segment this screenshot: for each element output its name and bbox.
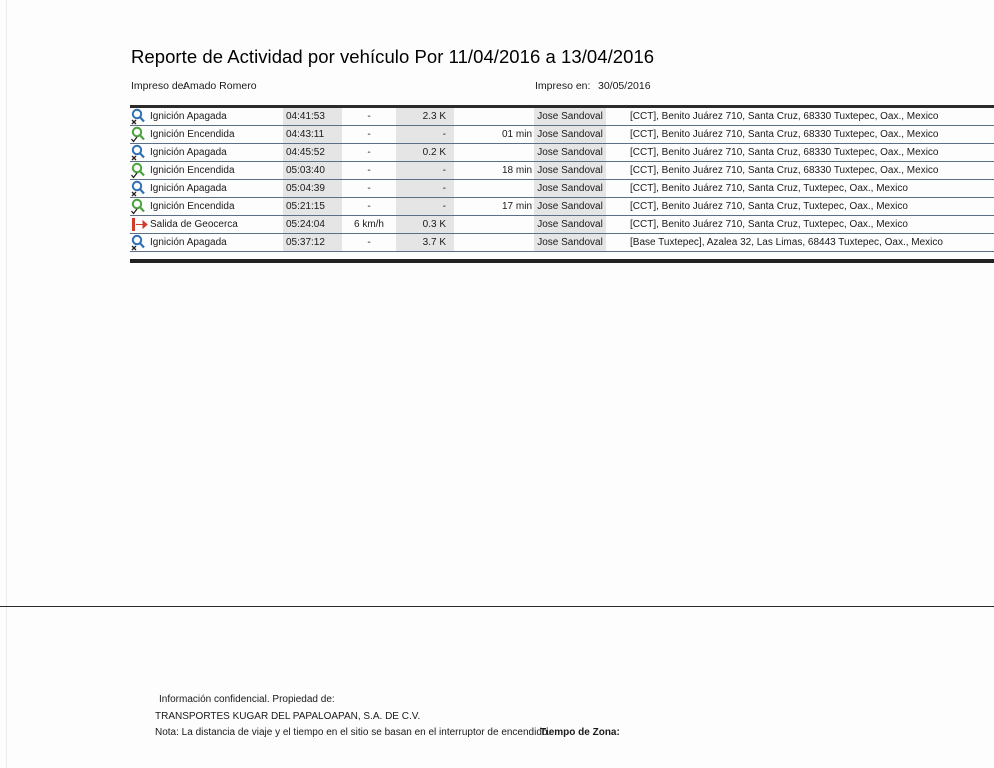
event-name: Ignición Encendida <box>150 165 235 176</box>
ignition-on-icon <box>130 198 148 215</box>
event-name: Salida de Geocerca <box>150 219 238 230</box>
table-row <box>130 198 994 216</box>
event-name: Ignición Encendida <box>150 201 235 212</box>
event-duration <box>454 108 534 125</box>
scan-edge <box>6 0 7 768</box>
event-distance: - <box>396 126 454 143</box>
table-row <box>130 234 994 252</box>
event-speed: - <box>367 165 371 176</box>
printed-by-label: Impreso de: <box>131 80 187 92</box>
event-time: 04:43:11 <box>283 126 342 143</box>
event-name: Ignición Apagada <box>150 237 227 248</box>
event-speed: - <box>367 201 371 212</box>
event-speed: 6 km/h <box>353 219 384 230</box>
table-bottom-rule <box>130 259 994 263</box>
event-location: [CCT], Benito Juárez 710, Santa Cruz, 68330 Tuxtepec, Oax., Mexico <box>630 147 939 158</box>
ignition-off-icon <box>130 108 148 125</box>
event-location: [CCT], Benito Juárez 710, Santa Cruz, 68330 Tuxtepec, Oax., Mexico <box>630 129 939 140</box>
event-driver: Jose Sandoval <box>534 144 606 161</box>
event-distance: - <box>396 162 454 179</box>
event-name: Ignición Apagada <box>150 147 227 158</box>
event-name: Ignición Apagada <box>150 183 227 194</box>
event-name: Ignición Encendida <box>150 129 235 140</box>
event-speed: - <box>367 111 371 122</box>
event-location: [Base Tuxtepec], Azalea 32, Las Limas, 68443 Tuxtepec, Oax., Mexico <box>630 237 943 248</box>
event-time: 05:21:15 <box>283 198 342 215</box>
event-time: 05:04:39 <box>283 180 342 197</box>
event-driver: Jose Sandoval <box>534 216 606 233</box>
event-location: [CCT], Benito Juárez 710, Santa Cruz, Tuxtepec, Oax., Mexico <box>630 219 908 230</box>
event-duration <box>454 234 534 251</box>
event-time: 04:41:53 <box>283 108 342 125</box>
printed-by-value: Amado Romero <box>183 80 257 92</box>
event-speed: - <box>367 183 371 194</box>
printed-on-label: Impreso en: <box>535 80 591 92</box>
page-divider <box>0 606 994 607</box>
event-distance: 0.3 K <box>396 216 454 233</box>
table-row <box>130 108 994 126</box>
event-duration: 17 min <box>501 201 532 212</box>
event-driver: Jose Sandoval <box>534 180 606 197</box>
table-row <box>130 126 994 144</box>
event-speed: - <box>367 129 371 140</box>
event-location: [CCT], Benito Juárez 710, Santa Cruz, 68330 Tuxtepec, Oax., Mexico <box>630 165 939 176</box>
ignition-on-icon <box>130 126 148 143</box>
event-speed: - <box>367 147 371 158</box>
event-driver: Jose Sandoval <box>534 126 606 143</box>
event-duration <box>454 144 534 161</box>
geofence-exit-icon <box>130 216 148 233</box>
event-location: [CCT], Benito Juárez 710, Santa Cruz, Tuxtepec, Oax., Mexico <box>630 201 908 212</box>
event-location: [CCT], Benito Juárez 710, Santa Cruz, Tuxtepec, Oax., Mexico <box>630 183 908 194</box>
event-duration <box>454 216 534 233</box>
table-row <box>130 216 994 234</box>
table-row <box>130 144 994 162</box>
event-duration <box>454 180 534 197</box>
event-driver: Jose Sandoval <box>534 162 606 179</box>
table-row <box>130 180 994 198</box>
table-row <box>130 162 994 180</box>
event-location: [CCT], Benito Juárez 710, Santa Cruz, 68330 Tuxtepec, Oax., Mexico <box>630 111 939 122</box>
event-distance: - <box>396 180 454 197</box>
event-duration: 18 min <box>501 165 532 176</box>
event-time: 05:03:40 <box>283 162 342 179</box>
ignition-on-icon <box>130 162 148 179</box>
event-time: 05:37:12 <box>283 234 342 251</box>
event-name: Ignición Apagada <box>150 111 227 122</box>
event-distance: 2.3 K <box>396 108 454 125</box>
event-distance: 0.2 K <box>396 144 454 161</box>
ignition-off-icon <box>130 234 148 251</box>
event-driver: Jose Sandoval <box>534 108 606 125</box>
ignition-off-icon <box>130 180 148 197</box>
event-distance: - <box>396 198 454 215</box>
activity-table <box>130 108 994 252</box>
event-speed: - <box>367 237 371 248</box>
event-distance: 3.7 K <box>396 234 454 251</box>
footer-company: TRANSPORTES KUGAR DEL PAPALOAPAN, S.A. DE C.V. <box>155 711 421 722</box>
event-time: 04:45:52 <box>283 144 342 161</box>
ignition-off-icon <box>130 144 148 161</box>
event-driver: Jose Sandoval <box>534 198 606 215</box>
event-time: 05:24:04 <box>283 216 342 233</box>
footer-confidential: Información confidencial. Propiedad de: <box>159 694 335 705</box>
event-duration: 01 min <box>501 129 532 140</box>
event-driver: Jose Sandoval <box>534 234 606 251</box>
printed-on-value: 30/05/2016 <box>598 80 651 92</box>
footer-zone-time-label: Tiempo de Zona: <box>540 727 620 738</box>
report-title: Reporte de Actividad por vehículo Por 11/04/2016 a 13/04/2016 <box>131 46 655 67</box>
footer-note: Nota: La distancia de viaje y el tiempo en el sitio se basan en el interruptor de encendido. <box>155 727 551 738</box>
